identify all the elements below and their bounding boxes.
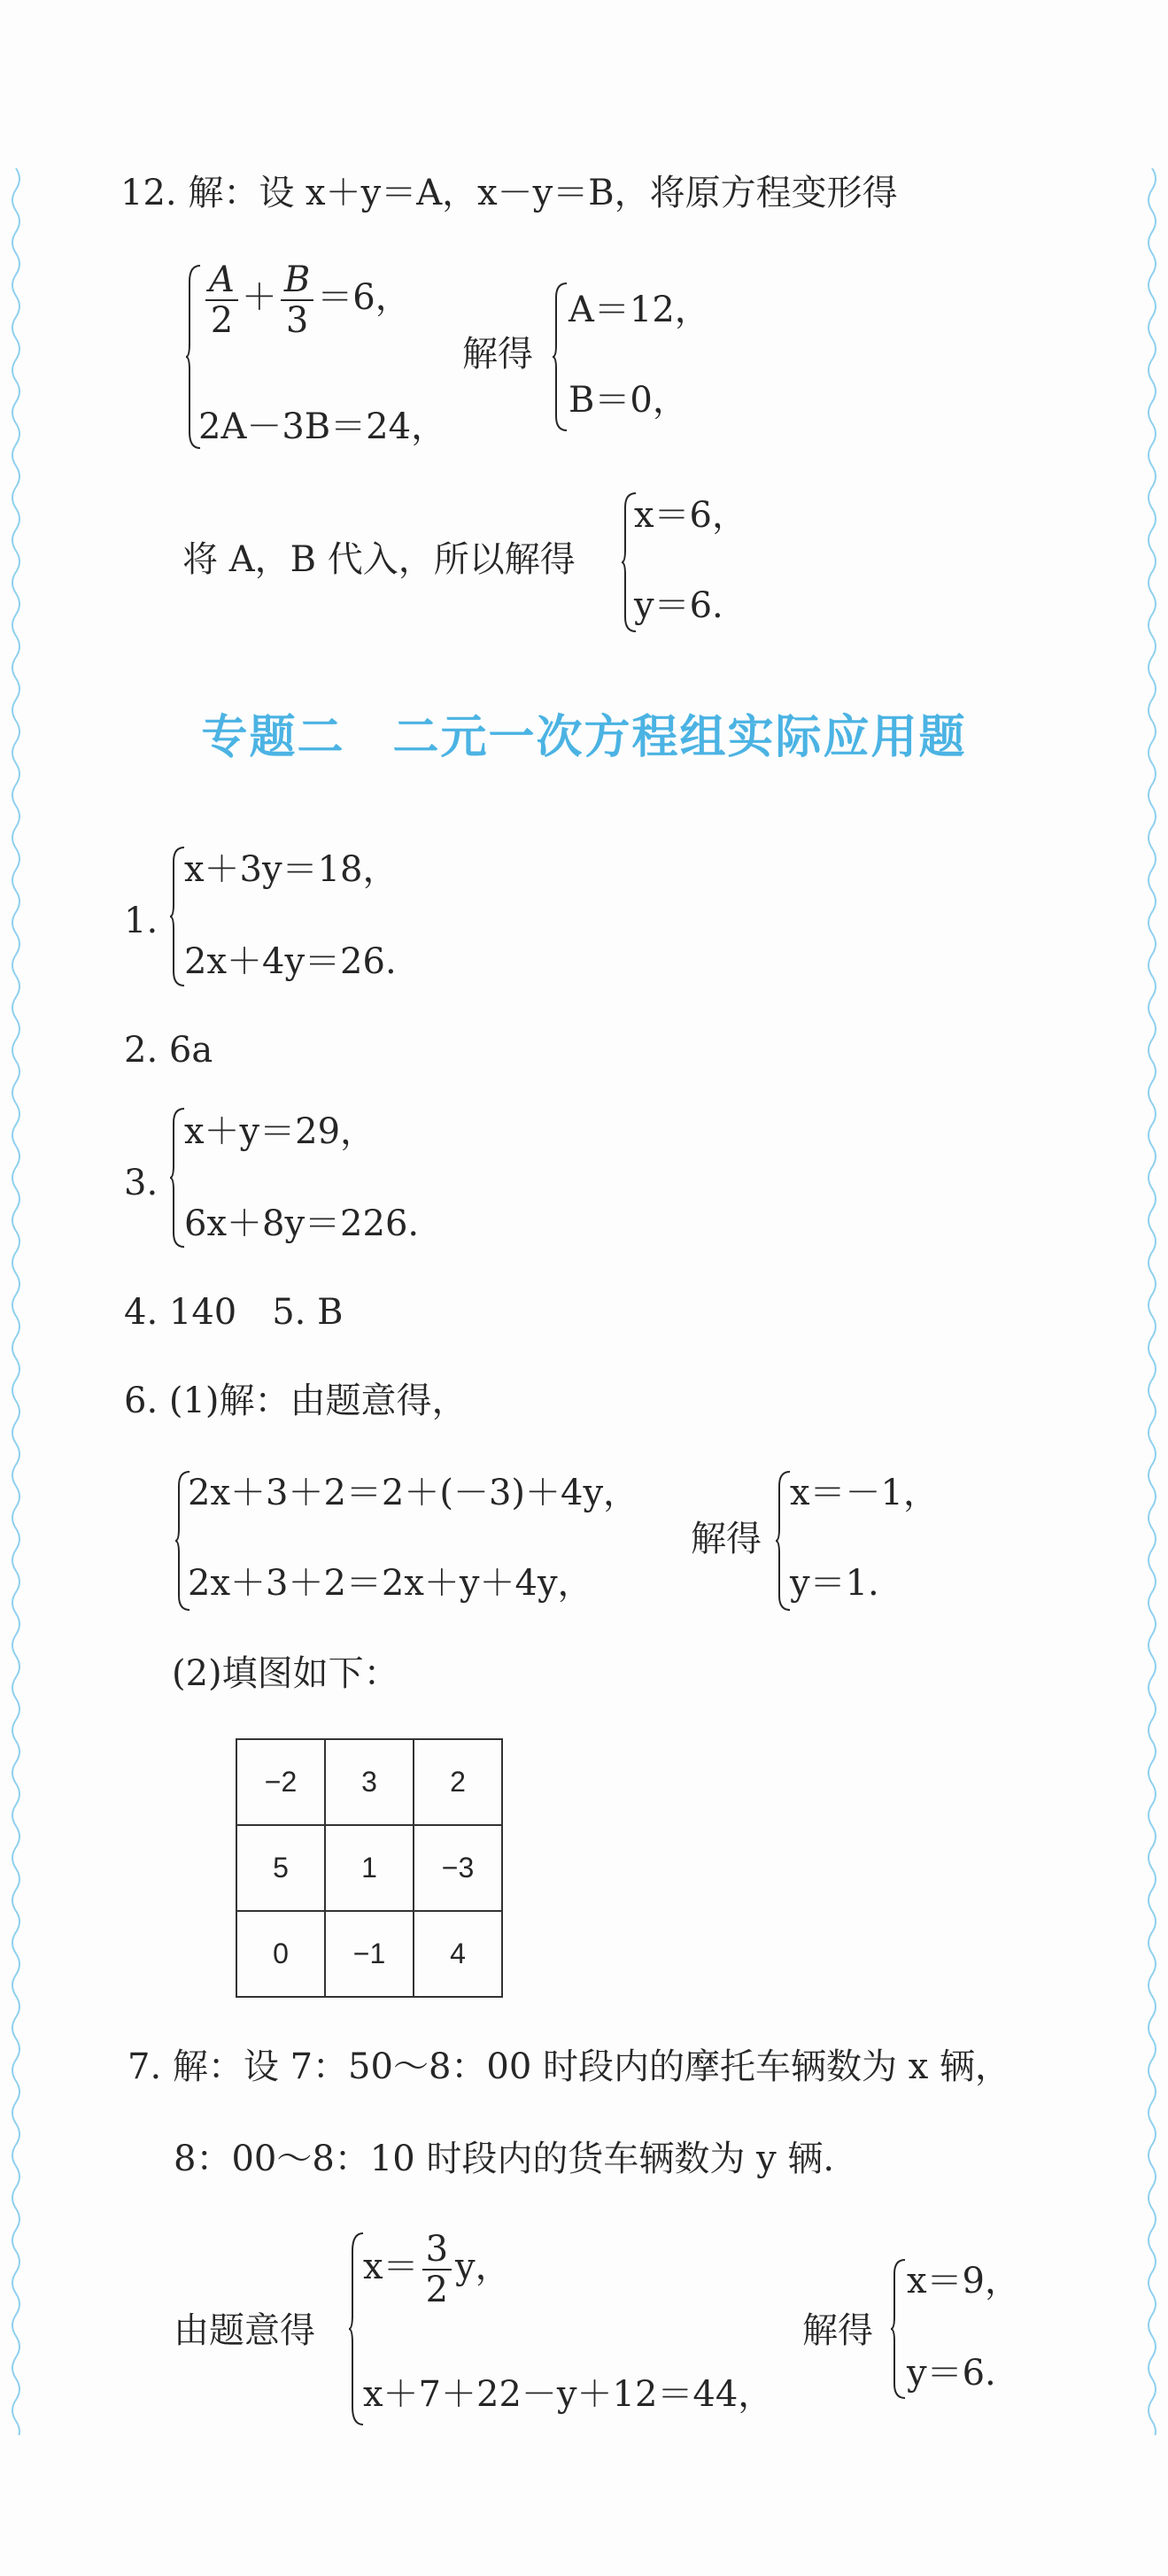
table-cell: 4 xyxy=(414,1911,502,1997)
q12-final-eq1: x＝6， xyxy=(634,495,748,536)
q6-line1: 6. (1)解：由题意得， xyxy=(124,1381,468,1421)
q2-answer: 2. 6a xyxy=(124,1030,213,1071)
q3-eq2: 6x＋8y＝226. xyxy=(184,1203,420,1244)
table-cell: 5 xyxy=(236,1825,325,1911)
q12-final-eq2: y＝6. xyxy=(634,585,723,626)
table-cell: 0 xyxy=(236,1911,325,1997)
fraction-3-over-2: $\frac{3}{2}$ xyxy=(422,2232,452,2308)
q7-solution-eq1: x＝9， xyxy=(907,2261,1021,2301)
q6-solution-eq2: y＝1. xyxy=(790,1563,879,1604)
q12-line3: 将 A，B 代入，所以解得 xyxy=(182,539,576,580)
q12-solution-eq1: A＝12， xyxy=(569,290,710,330)
q3-number: 3. xyxy=(124,1163,159,1203)
q7-solution-eq2: y＝6. xyxy=(907,2353,996,2394)
q12-solution-eq2: B＝0， xyxy=(569,380,688,421)
q6-solve-word: 解得 xyxy=(691,1519,762,1559)
magic-square-table xyxy=(236,1738,503,1998)
q3-eq1: x＋y＝29， xyxy=(184,1111,376,1152)
q7-brace-1 xyxy=(347,2232,365,2426)
fraction-b-over-3: $\frac{B}{3}$ xyxy=(281,262,313,338)
q12-system-eq1: $\frac{A}{2}$ ＋ $\frac{B}{3}$ ＝6， xyxy=(202,262,411,338)
table-cell: 3 xyxy=(325,1739,414,1825)
q4-q5-answers: 4. 140 5. B xyxy=(124,1292,344,1333)
q1-eq1: x＋3y＝18， xyxy=(184,849,398,890)
q1-number: 1. xyxy=(124,901,159,941)
q6-brace-2 xyxy=(774,1470,792,1612)
q7-line1: 7. 解：设 7：50～8：00 时段内的摩托车辆数为 x 辆， xyxy=(128,2046,1010,2087)
table-row xyxy=(236,1739,502,1825)
q7-system-eq1: x＝ $\frac{3}{2}$ y， xyxy=(363,2229,511,2310)
table-row xyxy=(236,1911,502,1997)
q3-brace xyxy=(168,1107,186,1249)
table-cell: −3 xyxy=(414,1825,502,1911)
left-wavy-border xyxy=(7,168,25,2435)
table-cell: 2 xyxy=(414,1739,502,1825)
section-title: 专题二 二元一次方程组实际应用题 xyxy=(201,711,967,764)
q6-solution-eq1: x＝－1， xyxy=(790,1473,940,1513)
q12-line1: 12. 解：设 x＋y＝A，x－y＝B，将原方程变形得 xyxy=(120,173,898,213)
q6-system-eq1: 2x＋3＋2＝2＋(－3)＋4y， xyxy=(188,1473,639,1513)
table-row xyxy=(236,1825,502,1911)
q1-eq2: 2x＋4y＝26. xyxy=(184,941,397,982)
q6-part2: (2)填图如下： xyxy=(172,1653,399,1694)
right-wavy-border xyxy=(1143,168,1161,2435)
q6-system-eq2: 2x＋3＋2＝2x＋y＋4y， xyxy=(188,1563,593,1604)
q7-line2: 8：00～8：10 时段内的货车辆数为 y 辆. xyxy=(174,2139,835,2179)
q12-system-eq2: 2A－3B＝24， xyxy=(198,406,447,447)
table-cell: −2 xyxy=(236,1739,325,1825)
q12-solve-word: 解得 xyxy=(462,334,533,375)
q7-solve-word: 解得 xyxy=(802,2310,873,2351)
table-cell: 1 xyxy=(325,1825,414,1911)
q12-brace-2 xyxy=(551,282,569,432)
q7-brace-2 xyxy=(889,2258,907,2400)
q7-system-eq2: x＋7＋22－y＋12＝44， xyxy=(363,2374,774,2415)
q7-intro: 由题意得 xyxy=(174,2310,315,2351)
q1-brace xyxy=(168,846,186,987)
fraction-a-over-2: $\frac{A}{2}$ xyxy=(205,262,238,338)
table-cell: −1 xyxy=(325,1911,414,1997)
